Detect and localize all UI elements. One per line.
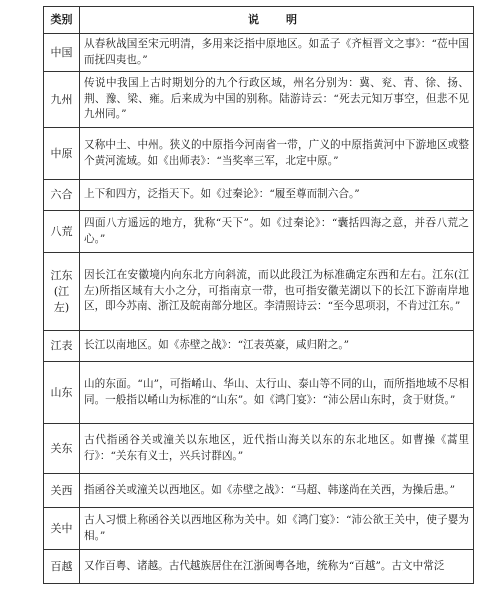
row-description: 四面八方遥远的地方，犹称“天下”。如《过秦论》：“囊括四海之意，并吞八荒之心。” <box>80 211 474 253</box>
row-description: 长江以南地区。如《赤壁之战》：“江表英豪，咸归附之。” <box>80 331 474 362</box>
table-row <box>44 508 474 550</box>
row-category: 山东 <box>44 362 80 424</box>
row-category: 中原 <box>44 128 80 180</box>
header-category: 类别 <box>44 7 80 34</box>
row-description: 因长江在安徽境内向东北方向斜流，而以此段江为标准确定东西和左右。江东(江左)所指区域有大小之分，可指南京一带，也可指安徽芜湖以下的长江下游南岸地区，即今苏南、浙江及皖南部分地区。李清照诗云：“至今思项羽，不肯过江东。” <box>80 253 474 331</box>
table-row <box>44 550 474 584</box>
row-description: 上下和四方，泛指天下。如《过秦论》：“履至尊而制六合。” <box>80 180 474 211</box>
row-category: 江表 <box>44 331 80 362</box>
table-row <box>44 180 474 211</box>
table-row <box>44 128 474 180</box>
header-description: 说 明 <box>80 7 474 34</box>
row-category <box>44 253 80 331</box>
row-description: 又作百粤、诸越。古代越族居住在江浙闽粤各地，统称为“百越”。古文中常泛 <box>80 550 474 584</box>
row-category-line: 左) <box>53 300 70 314</box>
row-category: 中国 <box>44 34 80 72</box>
table-row <box>44 72 474 128</box>
row-category-line: (江 <box>53 284 70 298</box>
row-description: 传说中我国上古时期划分的九个行政区域，州名分别为：冀、兖、青、徐、扬、荆、豫、梁、雍。后来成为中国的别称。陆游诗云：“死去元知万事空，但悲不见九州同。” <box>80 72 474 128</box>
row-description: 从春秋战国至宋元明清，多用来泛指中原地区。如孟子《齐桓晋文之事》：“莅中国而抚四夷也。” <box>80 34 474 72</box>
row-description: 古人习惯上称函谷关以西地区称为关中。如《鸿门宴》：“沛公欲王关中，使子婴为相。” <box>80 508 474 550</box>
row-category: 八荒 <box>44 211 80 253</box>
table-row <box>44 34 474 72</box>
row-category: 百越 <box>44 550 80 584</box>
row-category: 关中 <box>44 508 80 550</box>
row-description: 又称中土、中州。狭义的中原指今河南省一带，广义的中原指黄河中下游地区或整个黄河流域。如《出师表》：“当奖率三军，北定中原。” <box>80 128 474 180</box>
row-category: 九州 <box>44 72 80 128</box>
regions-table-container <box>43 6 473 584</box>
row-description: 山的东面。“山”，可指崤山、华山、太行山、泰山等不同的山，而所指地域不尽相同。一般指以崤山为标准的“山东”。如《鸿门宴》：“沛公居山东时，贪于财货。” <box>80 362 474 424</box>
row-category: 关西 <box>44 474 80 508</box>
table-row <box>44 331 474 362</box>
row-category-line: 江东 <box>50 268 73 282</box>
table-row <box>44 211 474 253</box>
table-row <box>44 424 474 474</box>
table-header-row <box>44 7 474 34</box>
row-category: 六合 <box>44 180 80 211</box>
table-row <box>44 474 474 508</box>
table-row <box>44 362 474 424</box>
table-row <box>44 253 474 331</box>
row-description: 指函谷关或潼关以西地区。如《赤壁之战》：“马超、韩遂尚在关西，为操后患。” <box>80 474 474 508</box>
row-category: 关东 <box>44 424 80 474</box>
ancient-region-names-table <box>43 6 474 584</box>
row-description: 古代指函谷关或潼关以东地区，近代指山海关以东的东北地区。如曹操《蒿里行》：“关东有义士，兴兵讨群凶。” <box>80 424 474 474</box>
